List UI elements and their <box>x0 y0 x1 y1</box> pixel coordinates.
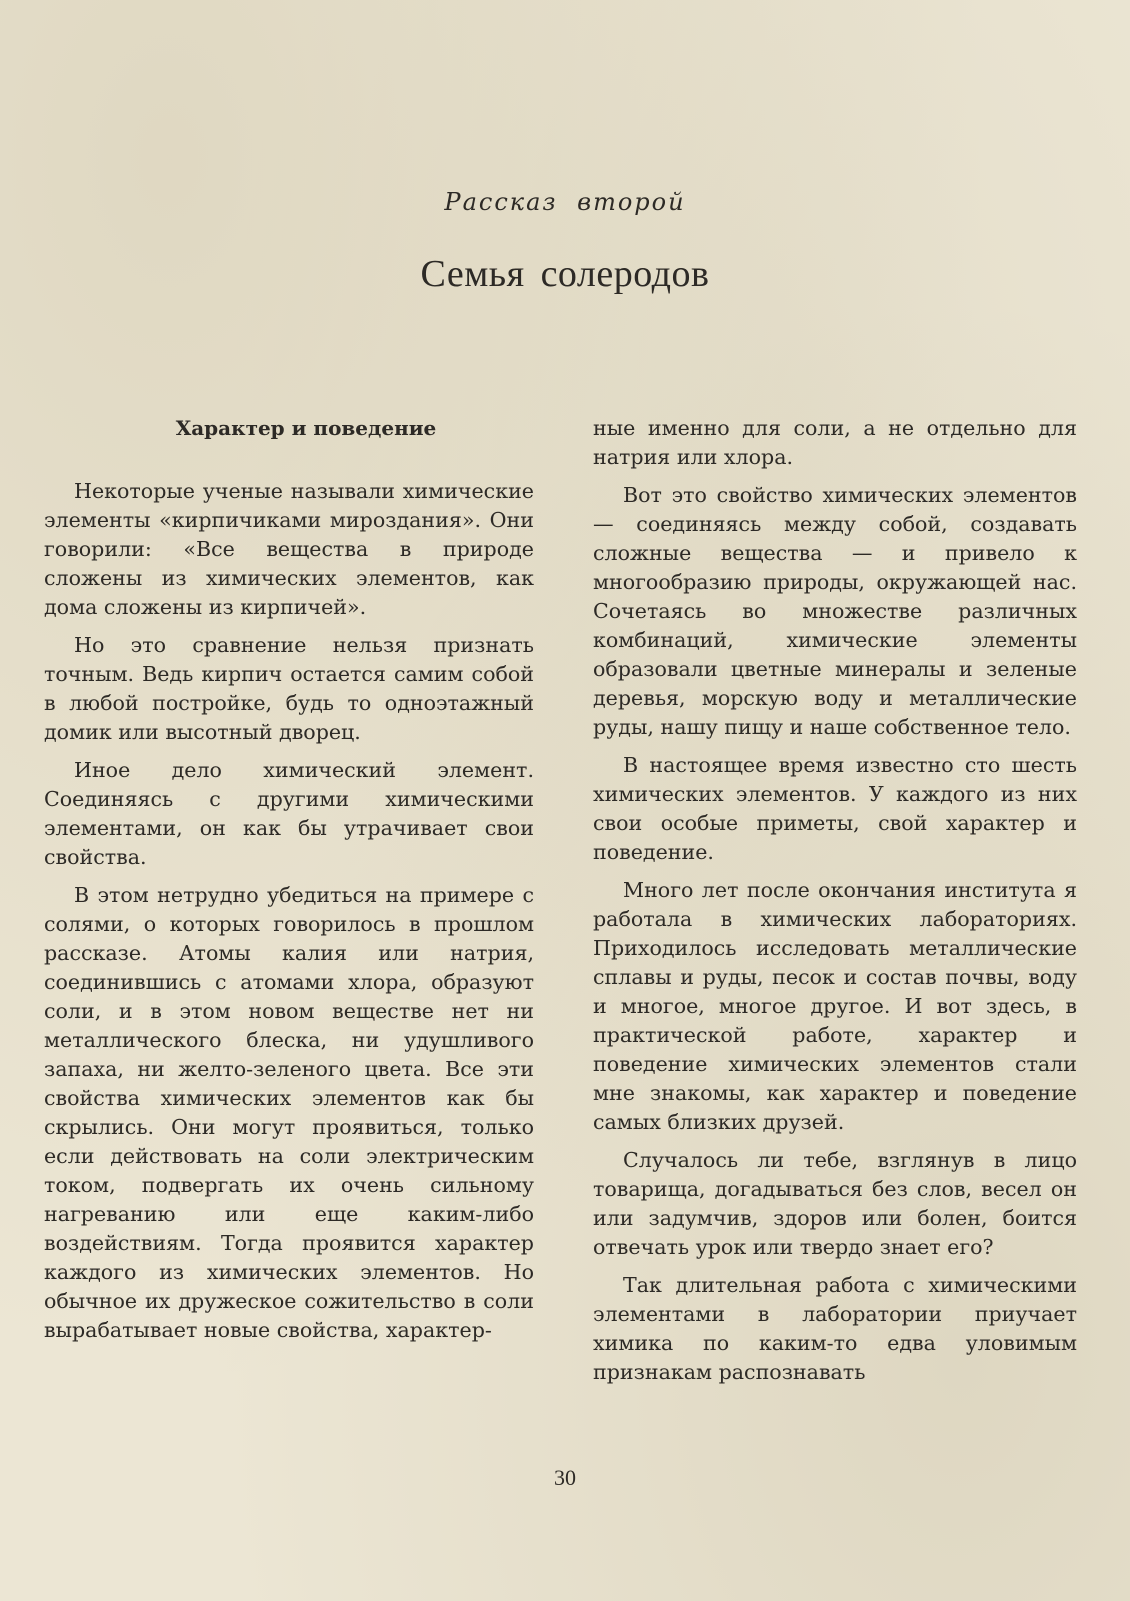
left-column <box>44 414 534 1354</box>
story-subtitle: Рассказ второй <box>444 188 686 216</box>
paragraph-continuation: ные именно для соли, а не отдельно для натрия или хлора. <box>593 416 1077 469</box>
paragraph: Иное дело химический элемент. Соединяясь с другими химическими элементами, он как бы утрачивает свои свойства. <box>44 758 534 869</box>
paragraph: В настоящее время известно сто шесть химических элементов. У каждого из них свои особые приметы, свой характер и поведение. <box>593 753 1077 864</box>
paragraph: Так длительная работа с химическими элементами в лаборатории приучает химика по каким-то едва уловимым признакам распознавать <box>593 1273 1077 1384</box>
chapter-title: Семья солеродов <box>420 253 710 295</box>
paragraph: Много лет после окончания института я работала в химических лабораториях. Приходилось исследовать металлические сплавы и руды, песок и состав почвы, воду и многое, многое другое. И вот здесь, в практической работе, характер и поведение химических элементов стали мне знакомы, как характер и поведение самых близких друзей. <box>593 878 1077 1134</box>
paragraph: Случалось ли тебе, взглянув в лицо товарища, догадываться без слов, весел он или задумчив, здоров или болен, боится отвечать урок или твердо знает его? <box>593 1148 1077 1259</box>
paragraph: Но это сравнение нельзя признать точным. Ведь кирпич остается самим собой в любой постройке, будь то одноэтажный домик или высотный дворец. <box>44 633 534 744</box>
page-number: 30 <box>554 1465 576 1490</box>
paragraph: В этом нетрудно убедиться на примере с солями, о которых говорилось в прошлом рассказе. Атомы калия или натрия, соединившись с атомами хлора, образуют соли, и в этом новом веществе нет ни металлического блеска, ни удушливого запаха, ни желто-зеленого цвета. Все эти свойства химических элементов как бы скрылись. Они могут проявиться, только если действовать на соли электрическим током, подвергать их очень сильному нагреванию или еще каким-либо воздействиям. Тогда проявится характер каждого из химических элементов. Но обычное их дружеское сожительство в соли вырабатывает новые свойства, характер- <box>44 883 534 1342</box>
paragraph: Некоторые ученые называли химические элементы «кирпичиками мироздания». Они говорили: «Все вещества в природе сложены из химических элементов, как дома сложены из кирпичей». <box>44 479 534 619</box>
paragraph: Вот это свойство химических элементов — соединяясь между собой, создавать сложные вещества — и привело к многообразию природы, окружающей нас. Сочетаясь во множестве различных комбинаций, химические элементы образовали цветные минералы и зеленые деревья, морскую воду и металлические руды, нашу пищу и наше собственное тело. <box>593 483 1077 739</box>
right-column <box>593 414 1077 1396</box>
section-heading: Характер и поведение <box>175 416 437 440</box>
